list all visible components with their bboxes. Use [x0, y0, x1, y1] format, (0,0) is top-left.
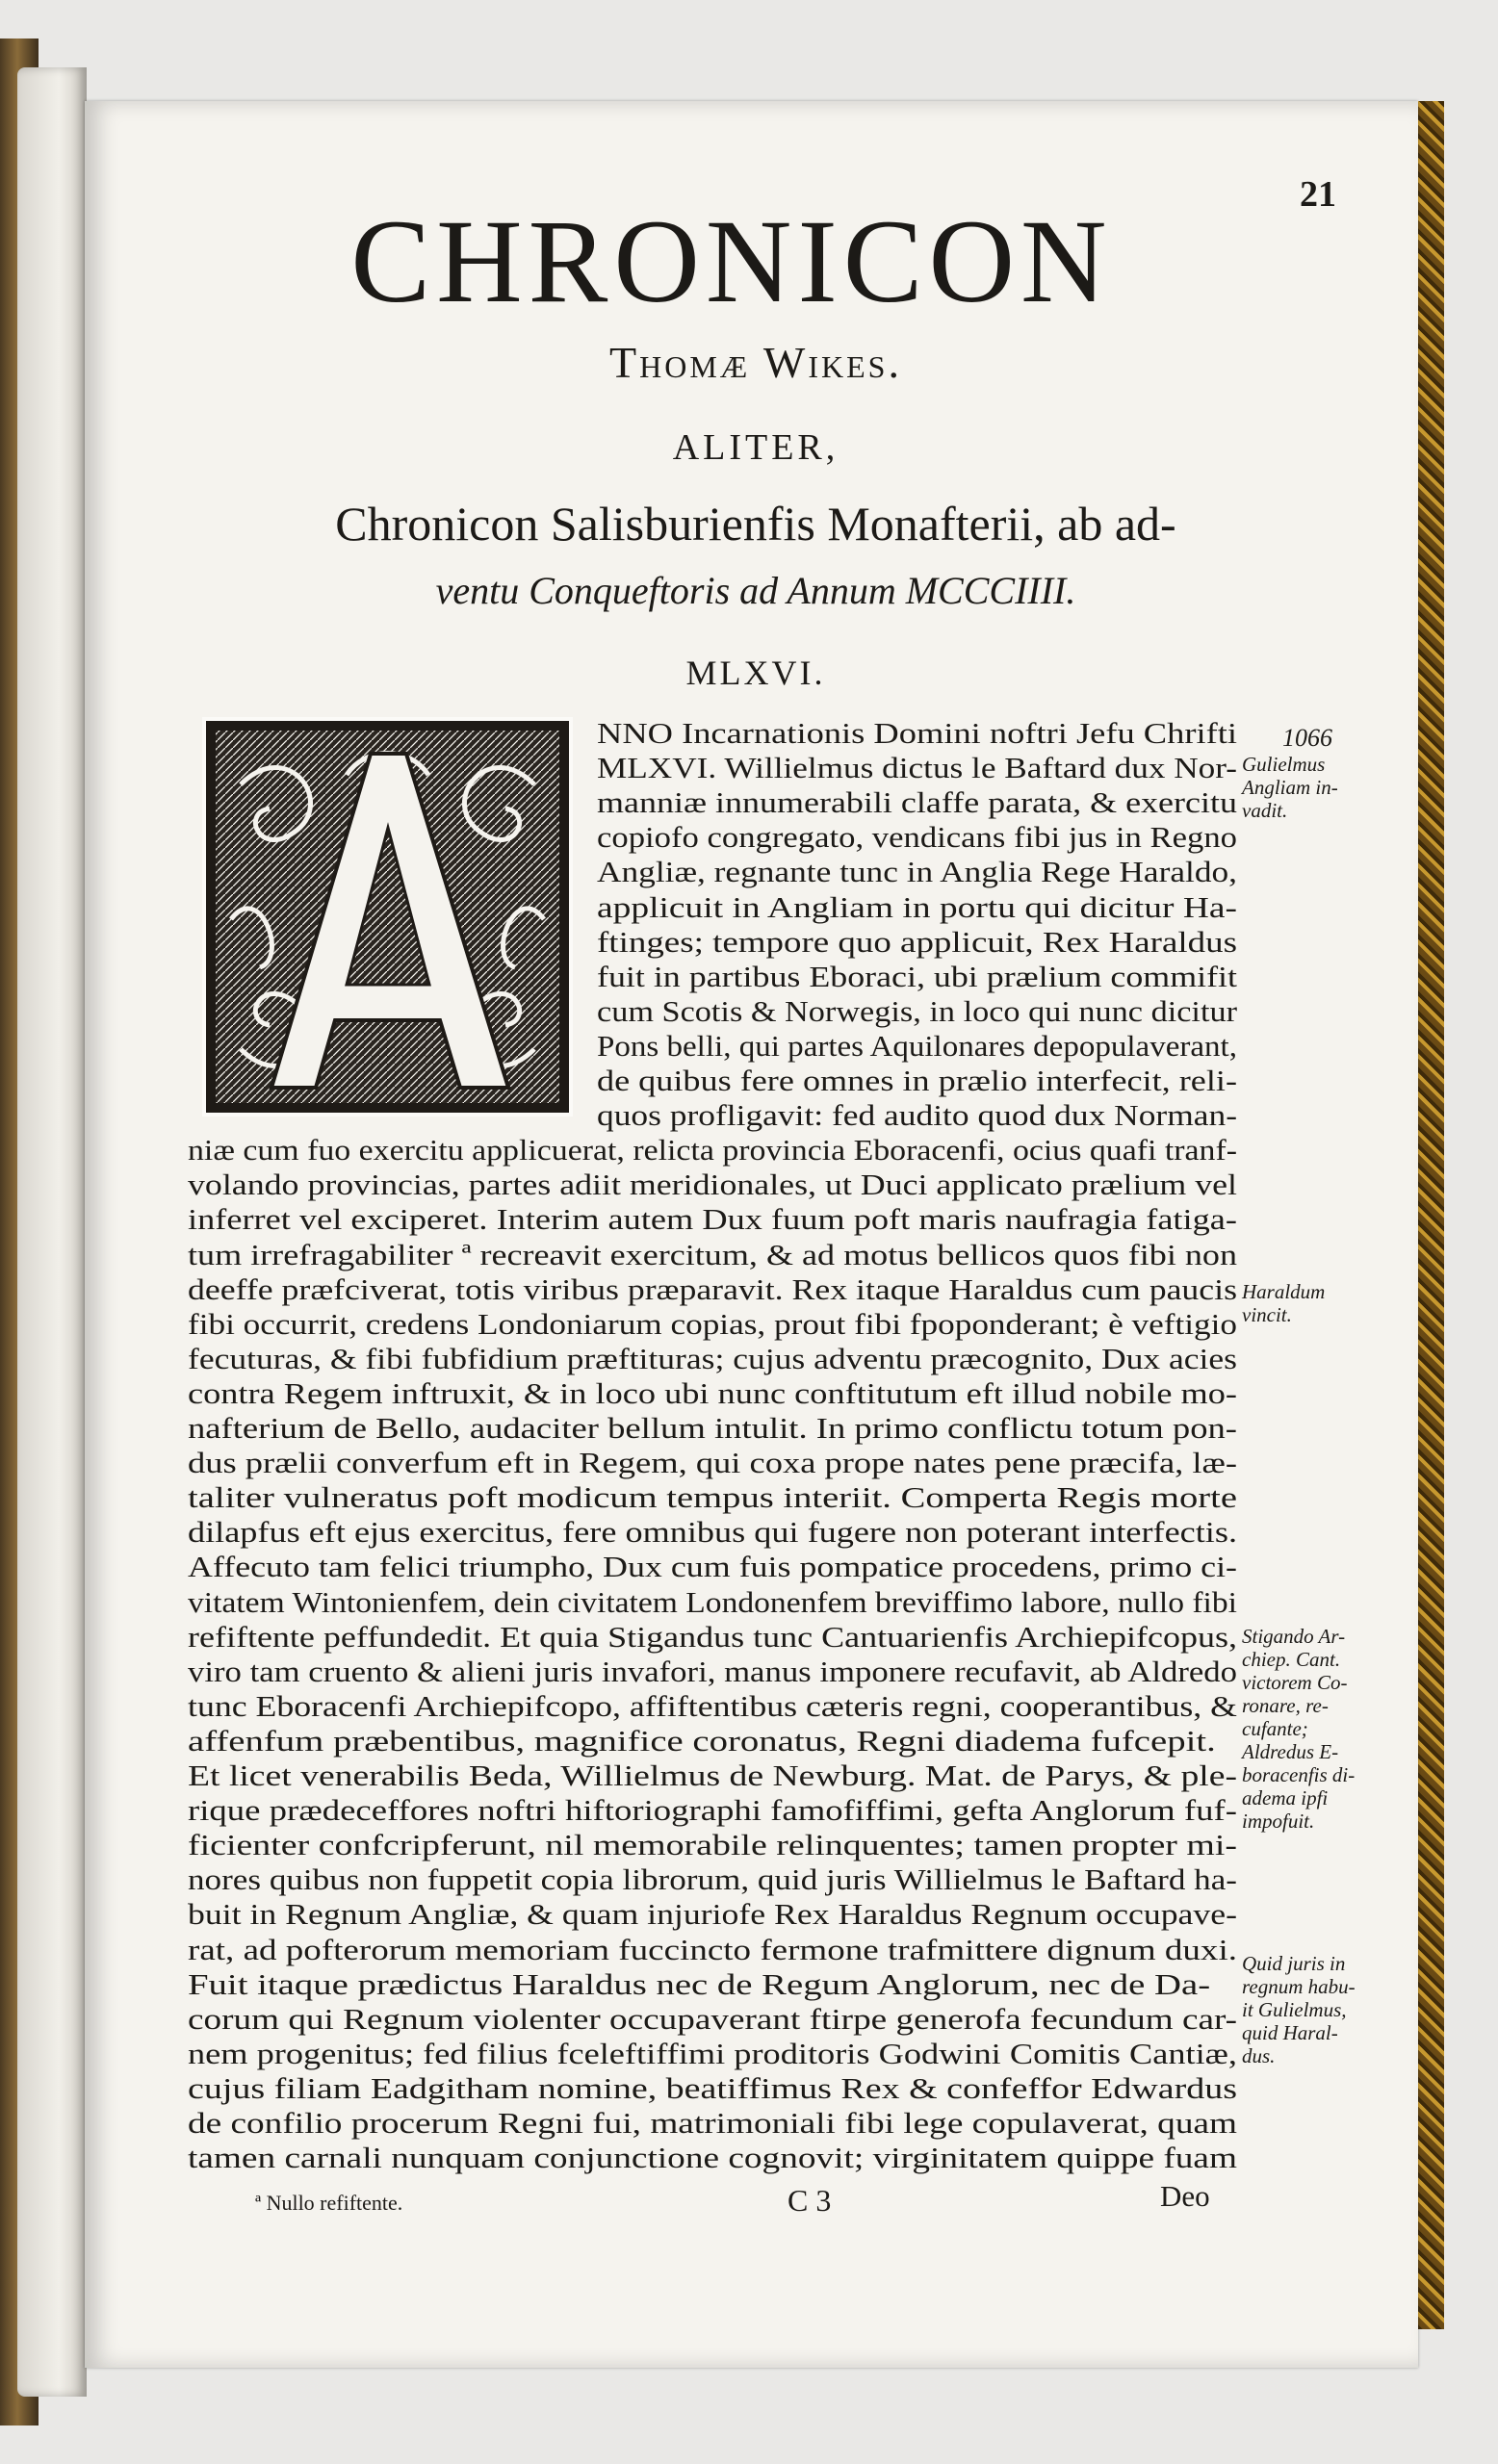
- body-line: refiftente peffundedit. Et quia Stigandus tunc Cantuarienfis Archiepifcopus,: [188, 1619, 1237, 1654]
- previous-page-edge: [17, 67, 87, 2397]
- margin-note-line: adema ipfi: [1242, 1786, 1329, 1810]
- body-line: rique prædeceffores noftri hiftoriographi famofiffimi, gefta Anglorum fuf-: [188, 1793, 1237, 1828]
- body-line: buit in Regnum Angliæ, & quam injuriofe Rex Haraldus Regnum occupave-: [188, 1897, 1237, 1932]
- body-line: fuit in partibus Eboraci, ubi prælium commifit: [597, 959, 1237, 993]
- body-line: Angliæ, regnante tunc in Anglia Rege Haraldo,: [597, 855, 1237, 889]
- signature-mark: C 3: [788, 2183, 832, 2218]
- chronicle-heading-line1: Chronicon Salisburienfis Monafterii, ab ad-: [335, 497, 1176, 551]
- margin-note-line: quid Haral-: [1242, 2021, 1338, 2044]
- body-line: affenfum præbentibus, magnifice coronatus, Regni diadema fufcepit.: [188, 1723, 1216, 1758]
- margin-note-line: it Gulielmus,: [1242, 1998, 1347, 2021]
- body-line: manniæ innumerabili claffe parata, & exercitu: [597, 785, 1237, 820]
- footnote: ª Nullo refiftente.: [255, 2191, 403, 2215]
- body-line: inferret vel exciperet. Interim autem Dux fuum poft maris naufragia fatiga-: [188, 1202, 1237, 1237]
- margin-note-line: Angliam in-: [1242, 776, 1338, 799]
- margin-note-line: impofuit.: [1242, 1810, 1315, 1833]
- body-line: fecuturas, & fibi fubfidium præftituras; cujus adventu præcognito, Dux acies: [188, 1341, 1237, 1375]
- body-line: applicuit in Angliam in portu qui dicitur Ha-: [597, 889, 1237, 924]
- body-line: ficienter confcripferunt, nil memorabile relinquentes; tamen propter mi-: [188, 1828, 1237, 1862]
- margin-note-line: victorem Co-: [1242, 1671, 1348, 1694]
- subtitle: Thomæ Wikes.: [609, 338, 902, 387]
- body-line: vitatem Wintonienfem, dein civitatem Londonenfem breviffimo labore, nullo fibi: [188, 1584, 1237, 1619]
- margin-note-line: vadit.: [1242, 799, 1288, 822]
- margin-note-line: ronare, re-: [1242, 1694, 1329, 1717]
- margin-note-line: Quid juris in: [1242, 1952, 1346, 1975]
- body-line: volando provincias, partes adiit meridionales, ut Duci applicato prælium vel: [188, 1168, 1237, 1202]
- body-line: MLXVI. Willielmus dictus le Baftard dux Nor-: [597, 751, 1237, 785]
- body-line: ftinges; tempore quo applicuit, Rex Haraldus: [597, 924, 1237, 959]
- body-line: Pons belli, qui partes Aquilonares depopulaverant,: [597, 1028, 1237, 1063]
- margin-note-line: chiep. Cant.: [1242, 1648, 1341, 1671]
- margin-note-line: dus.: [1242, 2044, 1276, 2067]
- margin-note-line: cufante;: [1242, 1717, 1308, 1740]
- margin-note-line: Aldredus E-: [1242, 1740, 1339, 1763]
- body-line: nafterium de Bello, audaciter bellum intulit. In primo conflictu totum pon-: [188, 1411, 1237, 1445]
- body-line: rat, ad pofterorum memoriam fuccincto fermone trafmittere dignum duxi.: [188, 1932, 1237, 1966]
- body-line: nem progenitus; fed filius fceleftiffimi proditoris Godwini Comitis Cantiæ,: [188, 2036, 1237, 2070]
- body-line: cujus filiam Eadgitham nomine, beatiffimus Rex & confeffor Edwardus: [188, 2070, 1237, 2105]
- margin-note-line: regnum habu-: [1242, 1975, 1356, 1998]
- body-line: contra Regem inftruxit, & in loco ubi nunc conftitutum eft illud nobile mo-: [188, 1375, 1237, 1410]
- body-line: taliter vulneratus poft modicum tempus interiit. Comperta Regis morte: [188, 1480, 1237, 1515]
- catchword: Deo: [1160, 2179, 1210, 2213]
- margin-year: 1066: [1282, 724, 1332, 752]
- body-line: quos profligavit: fed audito quod dux Norman-: [597, 1098, 1237, 1133]
- body-line: corum qui Regnum violenter occupaverant ftirpe generofa fecundum car-: [188, 2001, 1237, 2036]
- body-line: deeffe præfciverat, totis viribus præparavit. Rex itaque Haraldus cum paucis: [188, 1271, 1237, 1306]
- body-line: NNO Incarnationis Domini noftri Jefu Chrifti: [597, 716, 1237, 750]
- body-line: cum Scotis & Norwegis, in loco qui nunc dicitur: [597, 993, 1237, 1028]
- year-heading: MLXVI.: [685, 654, 826, 692]
- margin-note-line: Stigando Ar-: [1242, 1625, 1346, 1648]
- body-line: Et licet venerabilis Beda, Willielmus de Newburg. Mat. de Parys, & ple-: [188, 1758, 1237, 1792]
- margin-note-line: Gulielmus: [1242, 753, 1326, 776]
- margin-note-line: boracenfis di-: [1242, 1763, 1356, 1786]
- body-line: tum irrefragabiliter ª recreavit exercitum, & ad motus bellicos quos fibi non: [188, 1237, 1237, 1271]
- margin-note-line: Haraldum: [1242, 1280, 1326, 1303]
- margin-note-line: vincit.: [1242, 1303, 1292, 1326]
- body-line: fibi occurrit, credens Londoniarum copias, prout fibi fpoponderant; è veftigio: [188, 1306, 1237, 1341]
- body-line: dus prælii converfum eft in Regem, qui coxa prope nates pene præcifa, læ-: [188, 1446, 1237, 1480]
- body-line: copiofo congregato, vendicans fibi jus in Regno: [597, 820, 1237, 855]
- body-line: viro tam cruento & alieni juris invafori, manus imponere recufavit, ab Aldredo: [188, 1654, 1237, 1688]
- body-line: de confilio procerum Regni fui, matrimoniali fibi lege copulaverat, quam: [188, 2106, 1237, 2140]
- page-number: 21: [1300, 174, 1336, 215]
- body-line: niæ cum fuo exercitu applicuerat, relicta provincia Eboracenfi, ocius quafi tranf-: [188, 1133, 1237, 1168]
- body-line: nores quibus non fuppetit copia librorum, quid juris Willielmus le Baftard ha-: [188, 1862, 1237, 1897]
- ornamental-dropcap-icon: [202, 717, 573, 1116]
- chronicle-heading-line2: ventu Conqueftoris ad Annum MCCCIIII.: [435, 569, 1076, 612]
- body-line: tamen carnali nunquam conjunctione cognovit; virginitatem quippe fuam: [188, 2141, 1237, 2175]
- aliter-heading: ALITER,: [672, 427, 839, 468]
- body-line: Fuit itaque prædictus Haraldus nec de Regum Anglorum, nec de Da-: [188, 1966, 1211, 2001]
- body-line: tunc Eboracenfi Archiepifcopo, affiftentibus cæteris regni, cooperantibus, &: [188, 1688, 1237, 1723]
- body-line: dilapfus eft ejus exercitus, fere omnibus qui fugere non poterant interfectis.: [188, 1515, 1237, 1550]
- body-line: Affecuto tam felici triumpho, Dux cum fuis pompatice procedens, primo ci-: [188, 1550, 1237, 1584]
- body-line: de quibus fere omnes in prælio interfecit, reli-: [597, 1064, 1237, 1097]
- page-title: CHRONICON: [350, 195, 1113, 327]
